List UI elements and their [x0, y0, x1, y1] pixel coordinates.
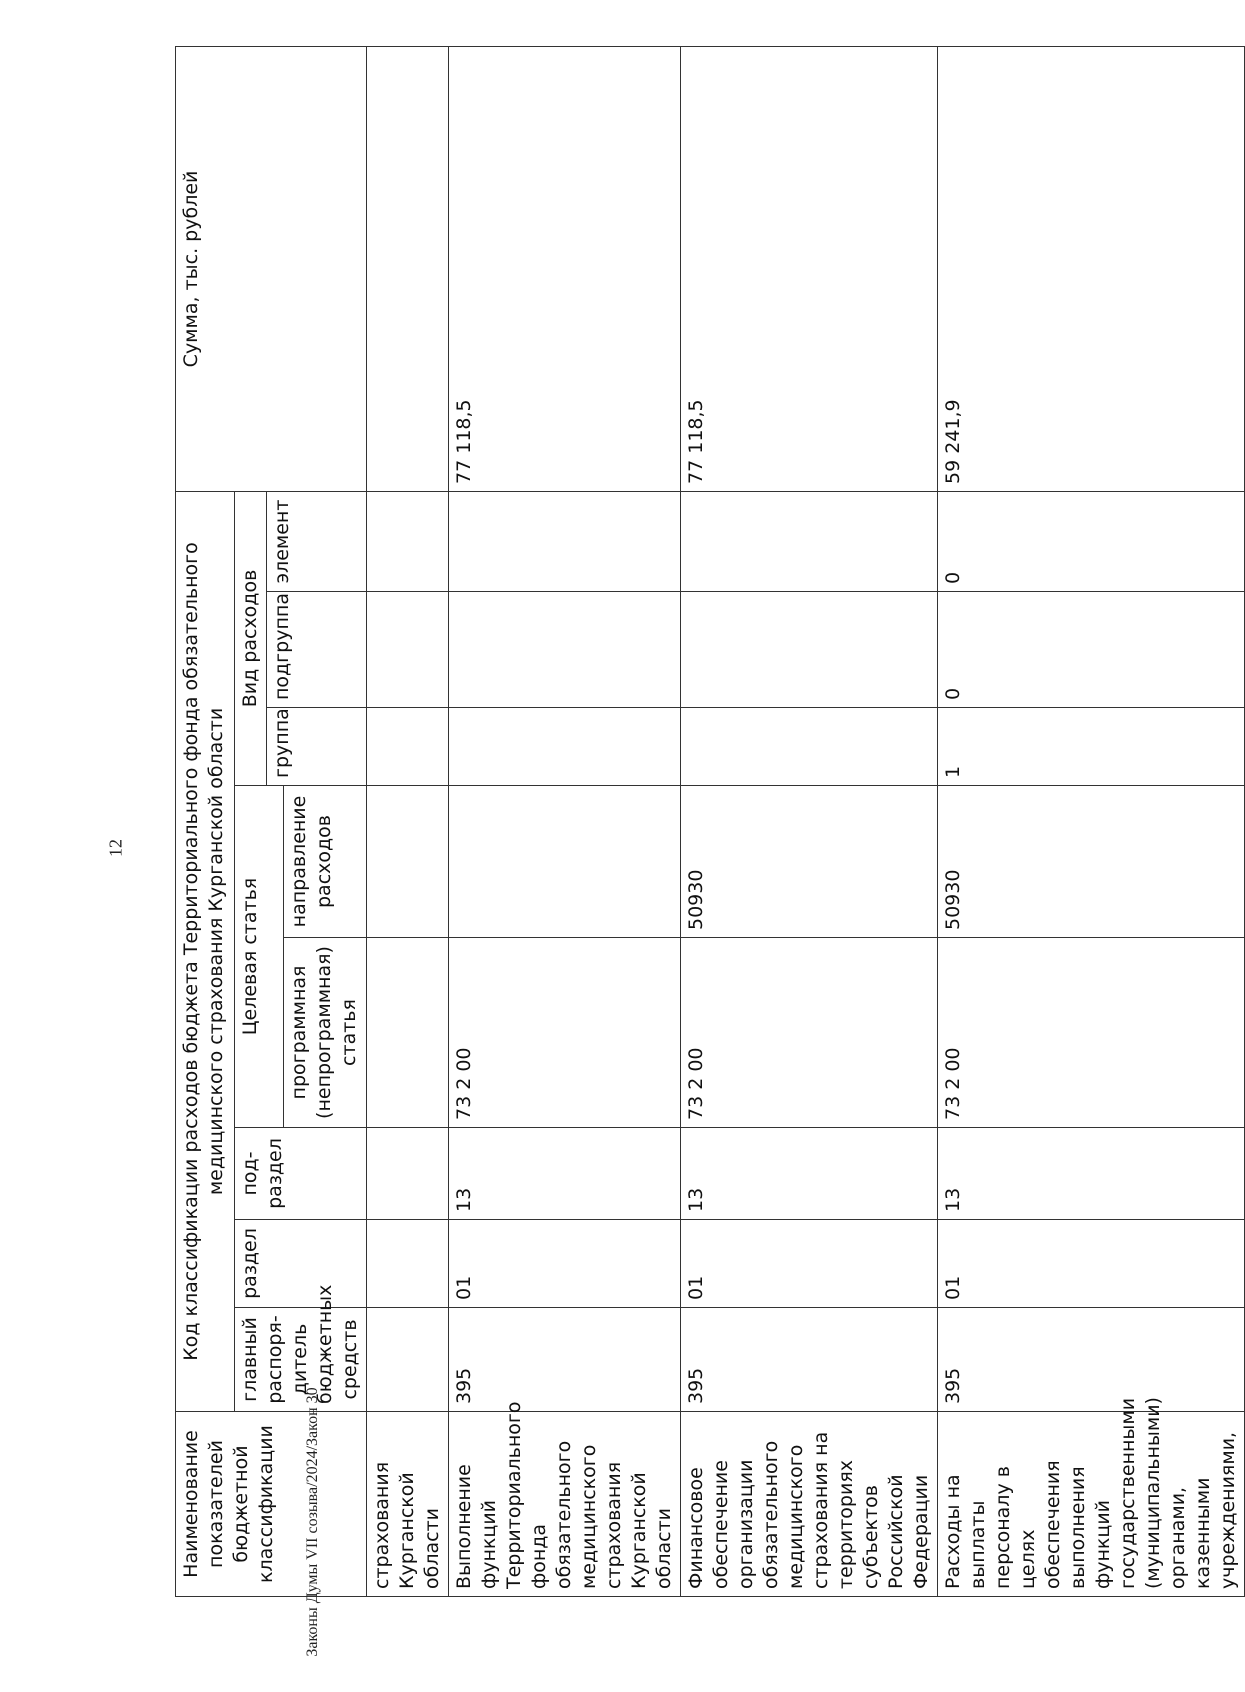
row-program: 73 2 00 [681, 938, 938, 1128]
header-sum: Сумма, тыс. рублей [176, 46, 367, 491]
row-podrazdel: 13 [938, 1128, 1245, 1220]
row-podgruppa [681, 592, 938, 708]
row-razdel: 01 [681, 1220, 938, 1308]
row-element [449, 491, 681, 591]
row-podrazdel [367, 1128, 449, 1220]
table-row [449, 46, 681, 1596]
row-main-manager [367, 1308, 449, 1412]
row-main-manager: 395 [938, 1308, 1245, 1412]
row-gruppa [681, 708, 938, 786]
header-expense-type: Вид расходов [235, 491, 267, 785]
row-name: Финансовое обеспечение организации обязательного медицинского страхования на территориях субъектов Российской Федерации [681, 1412, 938, 1597]
header-razdel: раздел [235, 1220, 367, 1308]
table-row [367, 46, 449, 1596]
row-sum: 77 118,5 [681, 46, 938, 491]
footer-text: Законы Думы VII созыва/2024/Закон 30 [304, 1387, 321, 1657]
header-podgruppa: подгруппа [267, 592, 367, 708]
row-direction: 50930 [938, 786, 1245, 938]
budget-expenditure-table [175, 46, 1245, 1597]
header-code-group: Код классификации расходов бюджета Территориального фонда обязательного медицинского страхования Курганской области [176, 491, 235, 1411]
table-row [681, 46, 938, 1596]
row-podrazdel: 13 [681, 1128, 938, 1220]
row-element [367, 491, 449, 591]
row-element: 0 [938, 491, 1245, 591]
row-name: Расходы на выплаты персоналу в целях обеспечения выполнения функций государственными (муниципальными) органами, казенными учреждениями, [938, 1412, 1245, 1597]
row-podgruppa [449, 592, 681, 708]
row-program [367, 938, 449, 1128]
header-main-manager: главный распоря- дитель бюджетных средств [235, 1308, 367, 1412]
row-razdel [367, 1220, 449, 1308]
row-podgruppa [367, 592, 449, 708]
row-name: Выполнение функций Территориального фонда обязательного медицинского страхования Курганской области [449, 1412, 681, 1597]
header-target-article: Целевая статья [235, 786, 284, 1128]
table-row [938, 46, 1245, 1596]
row-podgruppa: 0 [938, 592, 1245, 708]
row-main-manager: 395 [449, 1308, 681, 1412]
row-direction [449, 786, 681, 938]
page-number: 12 [105, 839, 126, 857]
header-program-article: программная (непрограммная) статья [284, 938, 367, 1128]
header-name: Наименование показателей бюджетной классификации [176, 1412, 367, 1597]
row-podrazdel: 13 [449, 1128, 681, 1220]
row-gruppa: 1 [938, 708, 1245, 786]
header-element: элемент [267, 491, 367, 591]
row-main-manager: 395 [681, 1308, 938, 1412]
header-podrazdel: под- раздел [235, 1128, 367, 1220]
row-sum: 77 118,5 [449, 46, 681, 491]
row-gruppa [449, 708, 681, 786]
row-element [681, 491, 938, 591]
rotated-table-container [175, 47, 1239, 1597]
header-gruppa: группа [267, 708, 367, 786]
row-razdel: 01 [449, 1220, 681, 1308]
row-direction [367, 786, 449, 938]
row-direction: 50930 [681, 786, 938, 938]
row-gruppa [367, 708, 449, 786]
row-sum: 59 241,9 [938, 46, 1245, 491]
row-name: страхования Курганской области [367, 1412, 449, 1597]
row-sum [367, 46, 449, 491]
row-program: 73 2 00 [938, 938, 1245, 1128]
row-razdel: 01 [938, 1220, 1245, 1308]
row-program: 73 2 00 [449, 938, 681, 1128]
header-direction: направление расходов [284, 786, 367, 938]
